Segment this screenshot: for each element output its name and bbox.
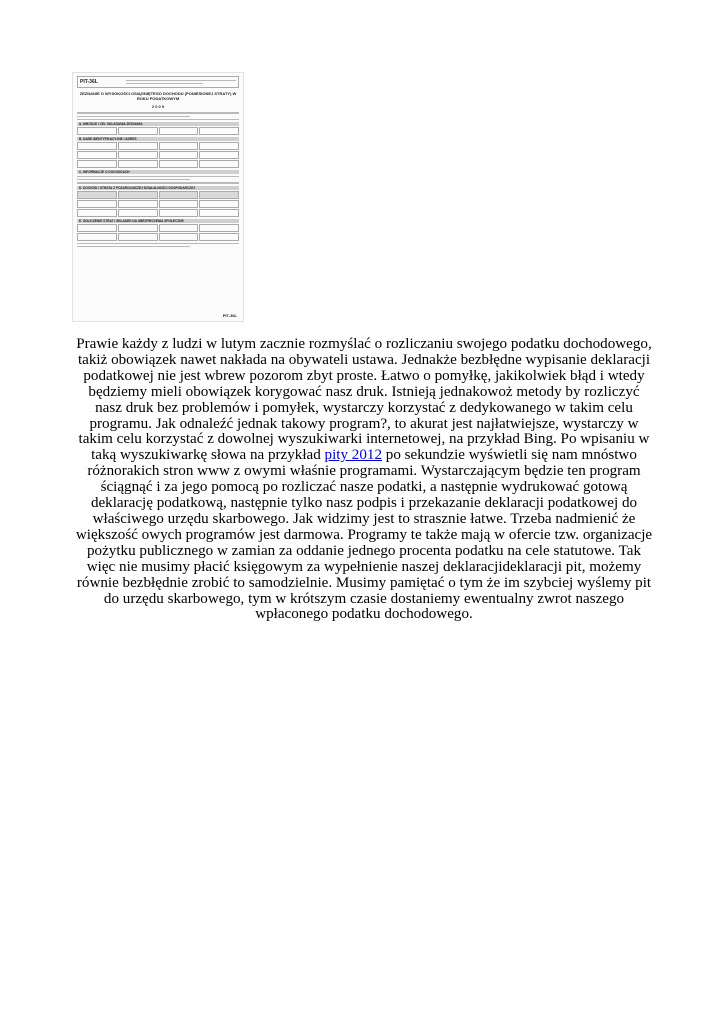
form-section-c: C. INFORMACJE O DOCHODACH xyxy=(77,170,239,174)
form-section-a-fields xyxy=(77,127,239,135)
form-title: ZEZNANIE O WYSOKOŚCI OSIĄGNIĘTEGO DOCHODU (PONIESIONEJ STRATY) W ROKU PODATKOWYM xyxy=(79,91,237,102)
form-header-lines xyxy=(126,78,236,86)
tax-form-image xyxy=(72,72,244,322)
form-section-e: E. ODLICZENIE STRAT I SKŁADEK NA UBEZPIECZENIA SPOŁECZNE xyxy=(77,219,239,223)
pity-2012-link[interactable]: pity 2012 xyxy=(324,447,382,464)
form-section-a: A. MIEJSCE I CEL SKŁADANIA ZEZNANIA xyxy=(77,122,239,126)
form-section-e-fields xyxy=(77,224,239,241)
form-year: 2 0 0 9 xyxy=(151,104,165,110)
form-section-b: B. DANE IDENTYFIKACYJNE I ADRES xyxy=(77,137,239,141)
form-code: PIT-36L xyxy=(80,79,98,86)
article-text-start: Prawie każdy z ludzi w lutym zacznie rozmyślać o rozliczaniu swojego podatku dochodowego, takiż obowiązek nawet nakłada na obywateli ustawa. Jednakże bezbłędne wypisanie deklaracji podatkowej nie jest wbrew pozorom zbyt proste. Łatwo o pomyłkę, jakikolwiek błąd i wtedy będziemy mieli obowiązek korygować nasz druk. Istnieją jednakowoż metody by rozliczyć nasz druk bez problemów i pomyłek, wystarczy korzystać z dedykowanego w takim celu programu. Jak odnaleźć jednak takowy program?, to akurat jest najłatwiejsze, wystarczy w takim celu korzystać z dowolnej wyszukiwarki internetowej, na przykład Bing. Po wpisaniu w taką wyszukiwarkę słowa na przykład xyxy=(76,336,652,464)
form-section-b-fields xyxy=(77,142,239,168)
form-section-d-table xyxy=(77,191,239,217)
form-header xyxy=(77,76,239,88)
form-section-d: D. DOCHÓD / STRATA Z POZAROLNICZEJ DZIAŁALNOŚCI GOSPODARCZEJ xyxy=(77,186,239,190)
article-text-end: po sekundzie wyświetli się nam mnóstwo różnorakich stron www z owymi właśnie programami. Wystarczającym będzie ten program ściągnąć i za jego pomocą po rozliczać nasze podatki, a następnie wydrukować gotową deklarację podatkową, następnie tylko nasz podpis i przekazanie deklaracji podatkowej do właściwego urzędu skarbowego. Jak widzimy jest to strasznie łatwe. Trzeba nadmienić że większość owych programów jest darmowa. Programy te także mają w ofercie tzw. organizacje pożytku publicznego w zamian za oddanie jednego procenta podatku na cele statutowe. Tak więc nie musimy płacić księgowym za wypełnienie naszej deklaracjideklaracji pit, możemy równie bezbłędnie zrobić to samodzielnie. Musimy pamiętać o tym że im szybciej wyślemy pit do urzędu skarbowego, tym w krótszym czasie dostaniemy ewentualny zwrot naszego wpłaconego podatku dochodowego. xyxy=(75,447,653,623)
form-footer-code: PIT-36L xyxy=(222,313,237,318)
article-paragraph xyxy=(74,337,654,623)
